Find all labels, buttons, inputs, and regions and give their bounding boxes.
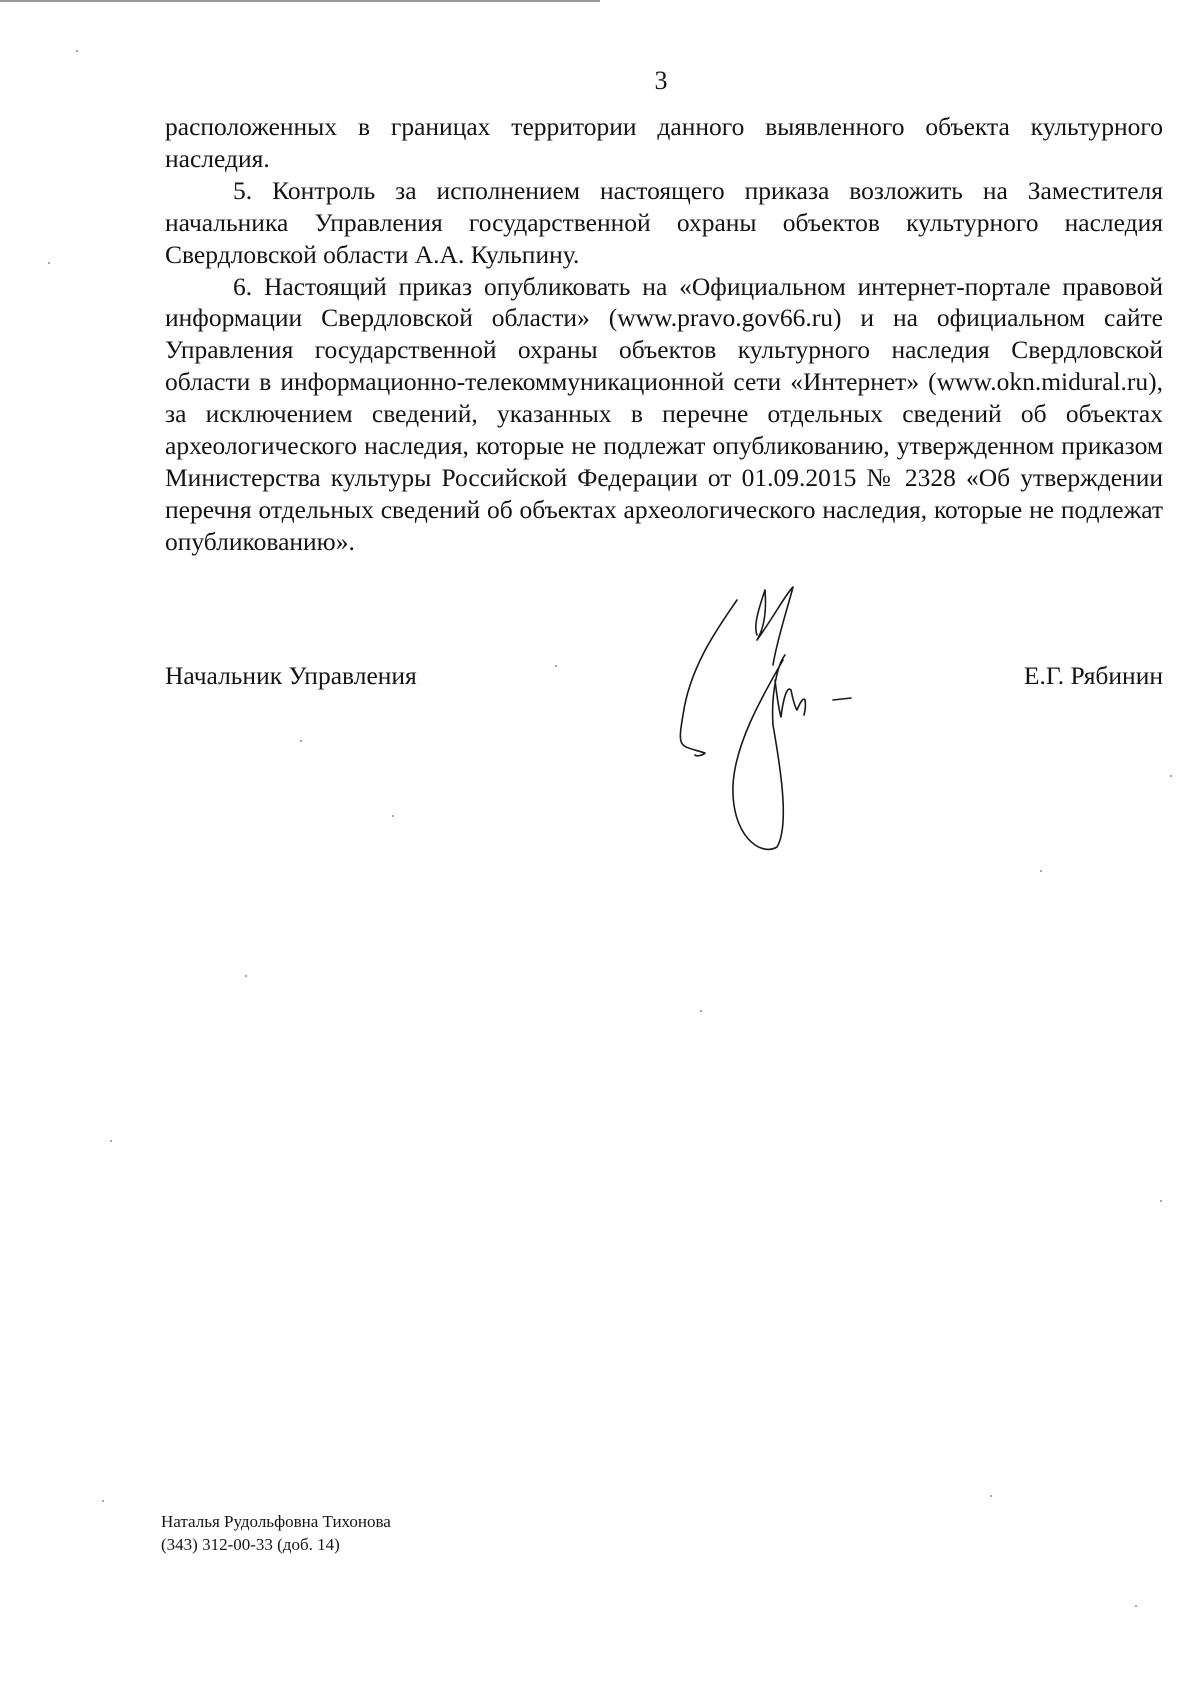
scan-speck bbox=[392, 815, 394, 817]
contact-block bbox=[161, 1510, 391, 1556]
paragraph-item-5: 5. Контроль за исполнением настоящего приказа возложить на Заместителя начальника Управления государственной охраны объектов культурного наследия Свердловской области А.А. Кульпину. bbox=[165, 175, 1163, 269]
contact-person: Наталья Рудольфовна Тихонова bbox=[161, 1512, 391, 1531]
scan-speck bbox=[300, 740, 302, 742]
scan-speck bbox=[48, 262, 50, 264]
page-number: 3 bbox=[654, 66, 668, 95]
contact-phone: (343) 312-00-33 (доб. 14) bbox=[161, 1535, 340, 1554]
scan-speck bbox=[555, 665, 557, 667]
scan-speck bbox=[990, 1495, 992, 1497]
signatory-position: Начальник Управления bbox=[165, 661, 417, 690]
scan-speck bbox=[1135, 1605, 1137, 1607]
scan-speck bbox=[1040, 870, 1042, 872]
scan-top-rule bbox=[0, 0, 600, 2]
scan-speck bbox=[110, 1140, 112, 1142]
scan-speck bbox=[700, 1010, 702, 1012]
paragraph-continuation: расположенных в границах территории данного выявленного объекта культурного наследия. bbox=[165, 112, 1163, 173]
document-body bbox=[165, 111, 1163, 558]
scan-speck bbox=[245, 975, 247, 977]
scan-speck bbox=[1160, 1200, 1162, 1202]
paragraph-item-6: 6. Настоящий приказ опубликовать на «Официальном интернет-портале правовой информации Свердловской области» (www.pravo.gov66.ru) и на официальном сайте Управления государственной охраны объектов культурного наследия Свердловской области в информационно-телекоммуникационной сети «Интернет» (www.okn.midural.ru), за исключением сведений, указанных в перечне отдельных сведений об объектах археологического наследия, которые не подлежат опубликованию, утвержденном приказом Министерства культуры Российской Федерации от 01.09.2015 № 2328 «Об утверждении перечня отдельных сведений об объектах археологического наследия, которые не подлежат опубликованию». bbox=[165, 271, 1163, 556]
scan-speck bbox=[1170, 775, 1172, 777]
handwritten-signature bbox=[665, 585, 905, 860]
scan-speck bbox=[102, 1500, 104, 1502]
signature-block bbox=[165, 661, 1163, 701]
scan-speck bbox=[76, 50, 78, 52]
signatory-name: Е.Г. Рябинин bbox=[1023, 661, 1163, 690]
